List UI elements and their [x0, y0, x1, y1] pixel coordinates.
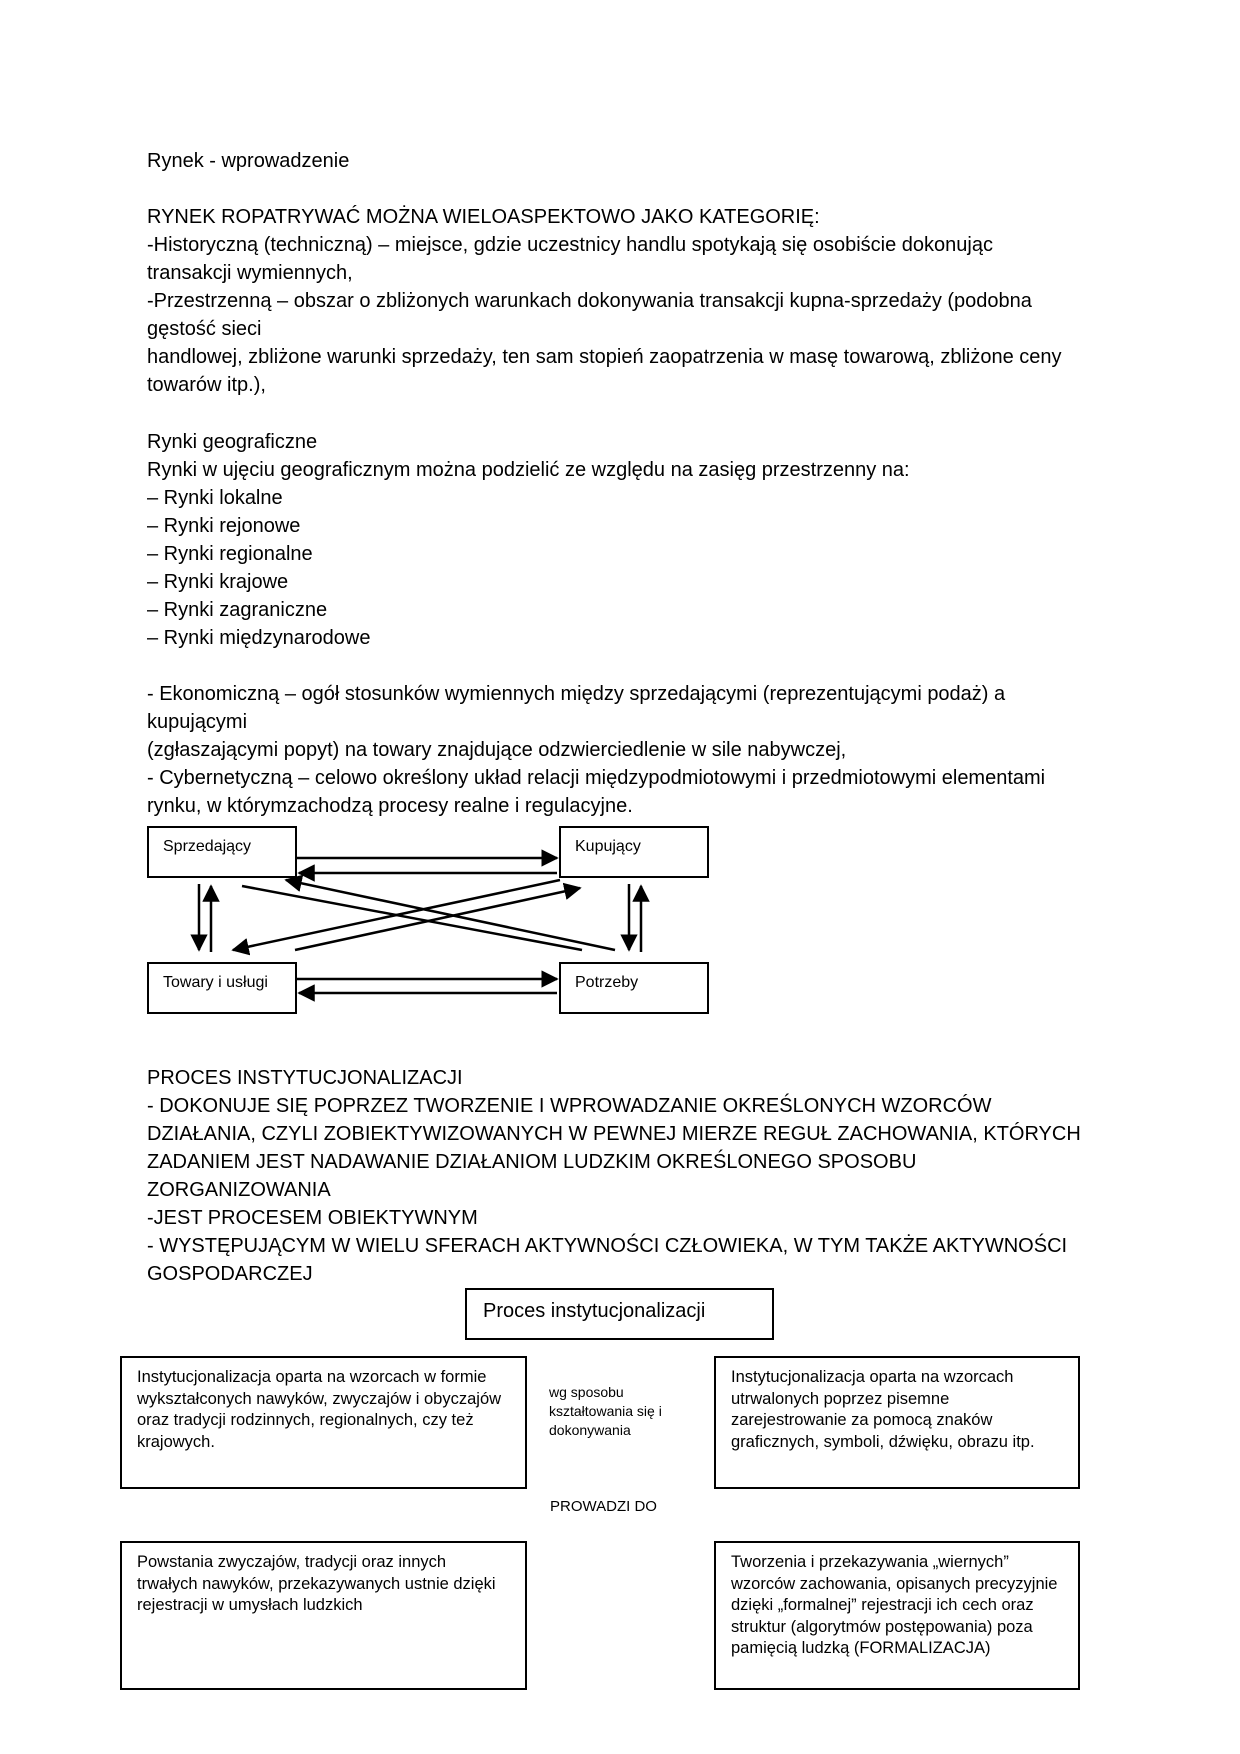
document-title: Rynek - wprowadzenie: [147, 150, 350, 172]
geo-intro: Rynki w ujęciu geograficznym można podzielić ze względu na zasięg przestrzenny na:: [147, 459, 910, 481]
process-box-title: Proces instytucjonalizacji: [483, 1300, 706, 1322]
written-based-text: Instytucjonalizacja oparta na wzorcach utrwalonych poprzez pisemne zarejestrowanie za pomocą znaków graficznych, symboli, dźwięku, obrazu itp.: [731, 1368, 1035, 1451]
middle-caption: [549, 1383, 699, 1440]
habit-based-box: [120, 1356, 527, 1489]
process-line: -JEST PROCESEM OBIEKTYWNYM: [147, 1207, 478, 1229]
list-item: – Rynki międzynarodowe: [147, 627, 371, 649]
econ-line: - Ekonomiczną – ogół stosunków wymiennych między sprzedającymi (reprezentującymi podaż) a kupującymi: [147, 683, 1006, 733]
econ-line: (zgłaszającymi popyt) na towary znajdujące odzwierciedlenie w sile nabywczej,: [147, 739, 847, 761]
middle-caption-text: wg sposobu kształtowania się i dokonywania: [549, 1384, 662, 1438]
needs-label: Potrzeby: [575, 974, 639, 991]
process-title-box: [465, 1288, 774, 1340]
customs-box: [120, 1541, 527, 1690]
list-item: – Rynki lokalne: [147, 487, 283, 509]
formalization-box: [714, 1541, 1080, 1690]
process-section: [147, 1064, 1092, 1288]
process-title: PROCES INSTYTUCJONALIZACJI: [147, 1067, 463, 1089]
arrow-diagonal: [233, 880, 560, 950]
list-item: – Rynki krajowe: [147, 571, 289, 593]
list-item: – Rynki rejonowe: [147, 515, 301, 537]
econ-line: - Cybernetyczną – celowo określony układ relacji międzypodmiotowymi i przedmiotowymi elementami rynku, w którymzachodzą procesy realne i regulacyjne.: [147, 767, 1046, 817]
leads-to-label: PROWADZI DO: [550, 1498, 657, 1515]
intro-line: -Przestrzenną – obszar o zbliżonych warunkach dokonywania transakcji kupna-sprzedaży (podobna gęstość sieci: [147, 290, 1032, 340]
goods-label: Towary i usługi: [163, 974, 268, 991]
customs-text: Powstania zwyczajów, tradycji oraz innych trwałych nawyków, przekazywanych ustnie dzięki rejestracji w umysłach ludzkich: [137, 1553, 496, 1614]
formalization-text: Tworzenia i przekazywania „wiernych” wzorców zachowania, opisanych precyzyjnie dzięki „formalnej” rejestracji ich cech oraz struktur (algorytmów postępowania) poza pamięcią ludzką (FORMALIZACJA): [731, 1553, 1058, 1657]
habit-based-text: Instytucjonalizacja oparta na wzorcach w formie wykształconych nawyków, zwyczajów i obyczajów oraz tradycji rodzinnych, regionalnych, czy też krajowych.: [137, 1368, 502, 1451]
arrow-diagonal: [242, 886, 582, 950]
list-item: – Rynki zagraniczne: [147, 599, 328, 621]
intro-line: handlowej, zbliżone warunki sprzedaży, ten sam stopień zaopatrzenia w masę towarową, zbliżone ceny towarów itp.),: [147, 346, 1062, 396]
written-based-box: [714, 1356, 1080, 1489]
process-line: - DOKONUJE SIĘ POPRZEZ TWORZENIE I WPROWADZANIE OKREŚLONYCH WZORCÓW DZIAŁANIA, CZYLI ZOBIEKTYWIZOWANYCH W PEWNEJ MIERZE REGUŁ ZACHOWANIA, KTÓRYCH ZADANIEM JEST NADAWANIE DZIAŁANIOM LUDZKIM OKREŚLONEGO SPOSOBU ZORGANIZOWANIA: [147, 1095, 1081, 1201]
list-item: – Rynki regionalne: [147, 543, 313, 565]
buyer-label: Kupujący: [575, 838, 641, 855]
process-line: - WYSTĘPUJĄCYM W WIELU SFERACH AKTYWNOŚCI CZŁOWIEKA, W TYM TAKŻE AKTYWNOŚCI GOSPODARCZEJ: [147, 1235, 1068, 1285]
geo-title: Rynki geograficzne: [147, 431, 318, 453]
intro-heading: RYNEK ROPATRYWAĆ MOŻNA WIELOASPEKTOWO JAKO KATEGORIĘ:: [147, 206, 820, 228]
intro-line: -Historyczną (techniczną) – miejsce, gdzie uczestnicy handlu spotykają się osobiście dokonując transakcji wymiennych,: [147, 234, 993, 284]
seller-label: Sprzedający: [163, 838, 252, 855]
